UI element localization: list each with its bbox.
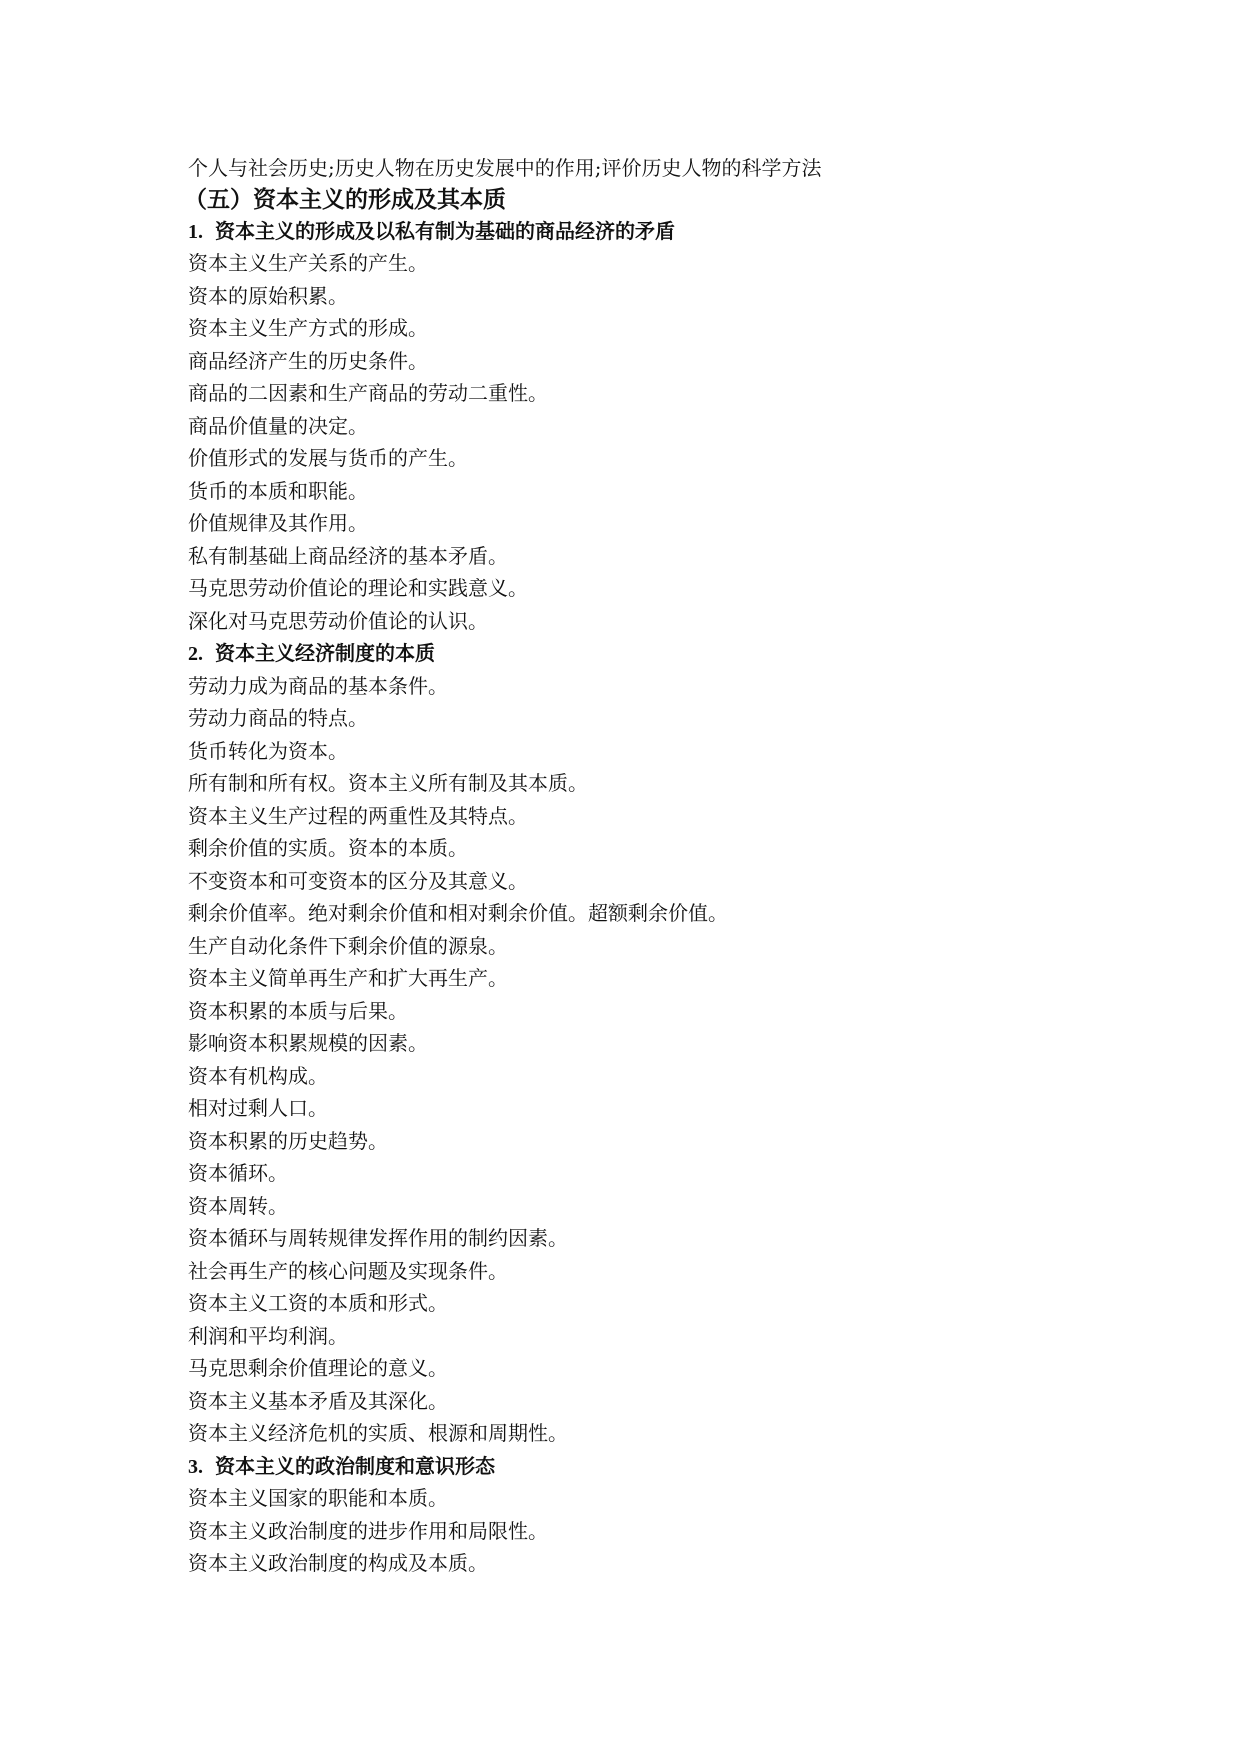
list-item: 不变资本和可变资本的区分及其意义。 [188, 868, 528, 893]
list-item: 商品经济产生的历史条件。 [188, 348, 428, 373]
subsection-heading [188, 637, 1088, 670]
list-item: 资本循环。 [188, 1161, 288, 1185]
list-item: 资本主义国家的职能和本质。 [188, 1486, 448, 1510]
section-title: （五）资本主义的形成及其本质 [184, 185, 506, 213]
intro-line: 个人与社会历史;历史人物在历史发展中的作用;评价历史人物的科学方法 [188, 156, 822, 180]
subsection-number: 3. [188, 1455, 203, 1478]
subsection-number: 1. [188, 220, 203, 243]
list-item: 资本的原始积累。 [188, 283, 348, 308]
list-item: 资本主义政治制度的构成及本质。 [188, 1551, 488, 1575]
list-item: 马克思剩余价值理论的意义。 [188, 1356, 448, 1380]
list-item: 利润和平均利润。 [188, 1323, 348, 1348]
list-item: 资本主义基本矛盾及其深化。 [188, 1388, 448, 1413]
subsection-title: 资本主义的形成及以私有制为基础的商品经济的矛盾 [215, 218, 675, 243]
list-item: 资本主义生产方式的形成。 [188, 316, 428, 340]
list-item: 货币转化为资本。 [188, 738, 348, 763]
list-item: 资本主义生产关系的产生。 [188, 251, 428, 275]
list-item: 资本积累的历史趋势。 [188, 1128, 388, 1153]
subsection-heading [188, 215, 1088, 248]
list-item: 价值形式的发展与货币的产生。 [188, 446, 468, 470]
subsection-title: 资本主义经济制度的本质 [215, 641, 435, 665]
list-item: 资本主义简单再生产和扩大再生产。 [188, 966, 508, 990]
subsection-title: 资本主义的政治制度和意识形态 [215, 1453, 495, 1478]
list-item: 相对过剩人口。 [188, 1096, 328, 1120]
list-item: 劳动力商品的特点。 [188, 706, 368, 730]
list-item: 马克思劳动价值论的理论和实践意义。 [188, 576, 528, 600]
subsection-number: 2. [188, 643, 203, 665]
list-item: 私有制基础上商品经济的基本矛盾。 [188, 543, 508, 568]
list-item: 资本循环与周转规律发挥作用的制约因素。 [188, 1226, 568, 1250]
list-item: 商品价值量的决定。 [188, 413, 368, 438]
list-item: 生产自动化条件下剩余价值的源泉。 [188, 933, 508, 958]
list-item: 资本主义经济危机的实质、根源和周期性。 [188, 1421, 568, 1445]
list-item: 资本有机构成。 [188, 1063, 328, 1088]
list-item: 资本主义工资的本质和形式。 [188, 1291, 448, 1315]
list-item: 商品的二因素和生产商品的劳动二重性。 [188, 381, 548, 405]
list-item: 剩余价值的实质。资本的本质。 [188, 836, 468, 860]
list-item: 货币的本质和职能。 [188, 478, 368, 503]
list-item: 所有制和所有权。资本主义所有制及其本质。 [188, 771, 588, 795]
list-item: 剩余价值率。绝对剩余价值和相对剩余价值。超额剩余价值。 [188, 901, 728, 925]
list-item: 影响资本积累规模的因素。 [188, 1031, 428, 1055]
list-item: 社会再生产的核心问题及实现条件。 [188, 1258, 508, 1283]
list-item: 资本积累的本质与后果。 [188, 998, 408, 1023]
document-body [184, 152, 1088, 1580]
subsection-heading [188, 1450, 1088, 1483]
list-item: 资本周转。 [188, 1193, 288, 1218]
list-item: 资本主义生产过程的两重性及其特点。 [188, 803, 528, 828]
list-item: 价值规律及其作用。 [188, 511, 368, 535]
list-item: 资本主义政治制度的进步作用和局限性。 [188, 1518, 548, 1543]
list-item: 劳动力成为商品的基本条件。 [188, 673, 448, 698]
list-item: 深化对马克思劳动价值论的认识。 [188, 608, 488, 633]
